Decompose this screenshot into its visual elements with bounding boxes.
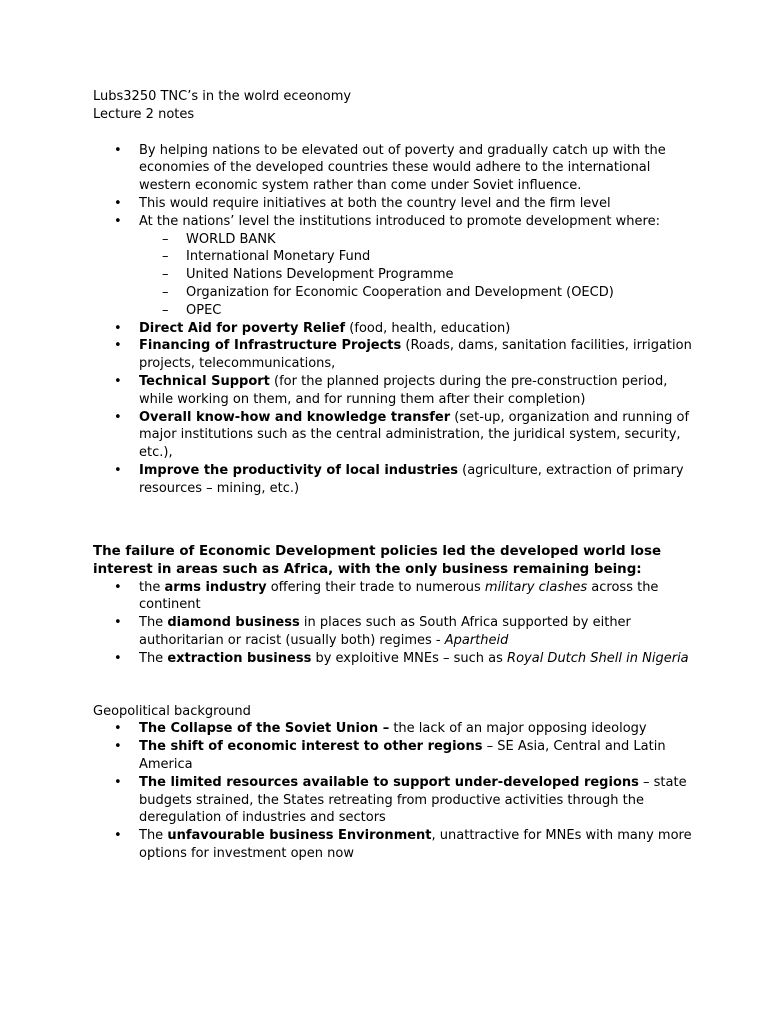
bullet-icon: •: [114, 195, 122, 211]
bullet-icon: •: [114, 721, 122, 737]
bullet-icon: •: [114, 579, 122, 595]
list-item: • Direct Aid for poverty Relief (food, health, education): [114, 320, 511, 336]
bullet-icon: •: [114, 774, 122, 790]
list-item: • Technical Support (for the planned projects during the pre-construction period, while working on them, and for running them after their completion): [114, 373, 668, 407]
institution-item: – Organization for Economic Cooperation and Development (OECD): [162, 284, 614, 300]
list-item: • Improve the productivity of local industries (agriculture, extraction of primary resources – mining, etc.): [114, 462, 684, 496]
list-item: • The unfavourable business Environment, unattractive for MNEs with many more options for investment open now: [114, 828, 692, 861]
list-item: • By helping nations to be elevated out of poverty and gradually catch up with the economies of the developed countries these would adhere to the international western economic system rather than come under Soviet influence.: [114, 142, 666, 194]
course-title: Lubs3250 TNC’s in the wolrd eceonomy: [93, 89, 352, 104]
section-heading-geopolitical: Geopolitical background: [93, 703, 251, 719]
list-item: • The Collapse of the Soviet Union – the lack of an major opposing ideology: [114, 721, 647, 737]
dash-icon: –: [162, 302, 169, 318]
list-item: • the arms industry offering their trade to numerous military clashes across the continent: [114, 579, 659, 613]
bullet-icon: •: [114, 828, 122, 844]
institution-item: – WORLD BANK: [162, 231, 276, 247]
bullet-icon: •: [114, 650, 122, 666]
section-heading-failure: The failure of Economic Development policies led the developed world lose interest in areas such as Africa, with the only business remaining being:: [93, 543, 662, 577]
institution-item: – United Nations Development Programme: [162, 267, 454, 283]
list-item: • The shift of economic interest to other regions – SE Asia, Central and Latin America: [114, 739, 666, 772]
list-item: • Overall know-how and knowledge transfer (set-up, organization and running of major institutions such as the central administration, the juridical system, security, etc.),: [114, 409, 690, 461]
development-bullet-list: [93, 142, 693, 498]
dash-icon: –: [162, 267, 169, 283]
dash-icon: –: [162, 284, 169, 300]
list-item: • Financing of Infrastructure Projects (Roads, dams, sanitation facilities, irrigation projects, telecommunications,: [114, 338, 692, 372]
remaining-business-list: [93, 579, 693, 668]
bullet-icon: •: [114, 409, 122, 425]
list-item: • The limited resources available to support under-developed regions – state budgets strained, the States retreating from productive activities through the deregulation of industries and sectors: [114, 774, 687, 826]
bullet-icon: •: [114, 213, 122, 229]
dash-icon: –: [162, 231, 169, 247]
lecture-subtitle: Lecture 2 notes: [93, 106, 195, 122]
institution-item: – International Monetary Fund: [162, 249, 371, 265]
bullet-icon: •: [114, 615, 122, 631]
dash-icon: –: [162, 249, 169, 265]
list-item: • The extraction business by exploitive MNEs – such as Royal Dutch Shell in Nigeria: [114, 650, 689, 666]
bullet-icon: •: [114, 320, 122, 336]
document-body: [93, 88, 693, 863]
list-item: • The diamond business in places such as South Africa supported by either authoritarian or racist (usually both) regimes - Apartheid: [114, 615, 631, 648]
bullet-icon: •: [114, 373, 122, 389]
bullet-icon: •: [114, 462, 122, 478]
list-item: • At the nations’ level the institutions introduced to promote development where:: [114, 213, 660, 229]
institution-item: – OPEC: [162, 302, 222, 318]
list-item: • This would require initiatives at both the country level and the firm level: [114, 195, 611, 211]
bullet-icon: •: [114, 338, 122, 354]
geopolitical-list: [93, 720, 693, 862]
bullet-icon: •: [114, 142, 122, 158]
bullet-icon: •: [114, 739, 122, 755]
